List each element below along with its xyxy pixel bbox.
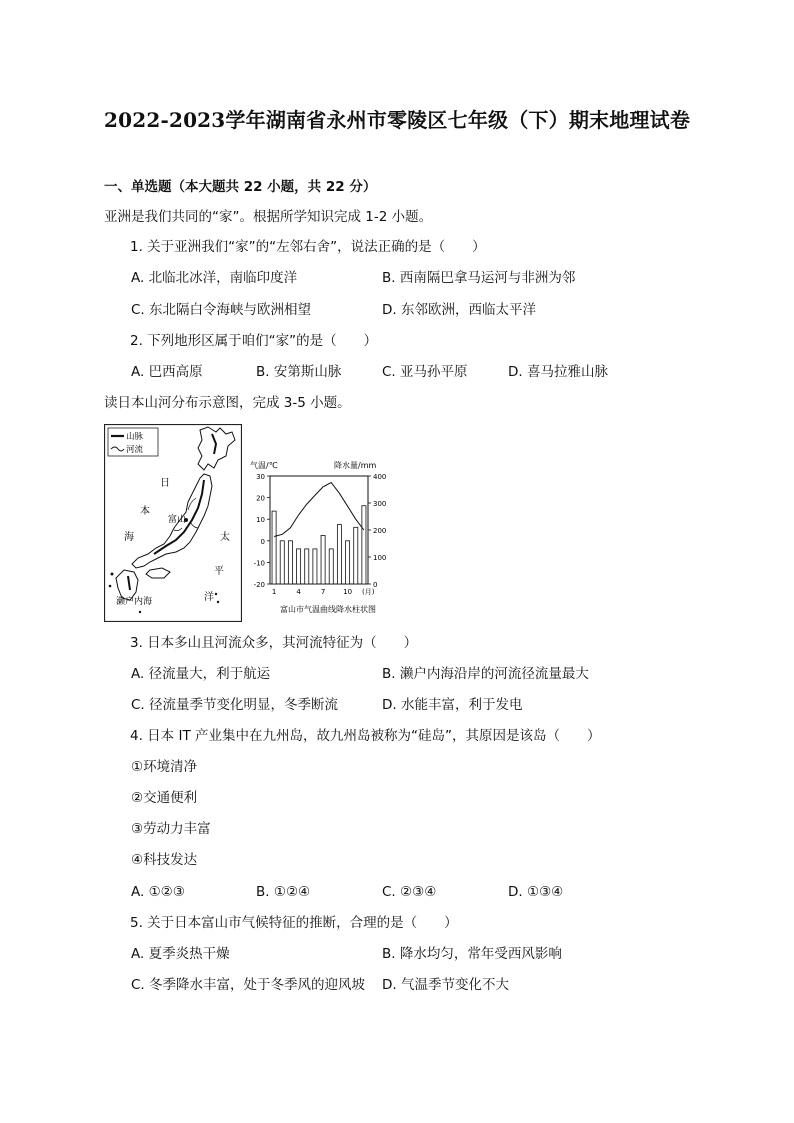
left-tick-label: -20 bbox=[253, 581, 265, 589]
x-unit-label: (月) bbox=[362, 588, 375, 596]
page-title: 2022-2023学年湖南省永州市零陵区七年级（下）期末地理试卷 bbox=[103, 108, 691, 132]
x-tick-label: 10 bbox=[343, 588, 353, 596]
q1-option-d: D. 东邻欧洲，西临太平洋 bbox=[382, 302, 536, 318]
precip-bar bbox=[362, 506, 366, 584]
left-axis-label: 气温/℃ bbox=[250, 461, 278, 470]
label-ri: 日 bbox=[160, 478, 170, 489]
q4-option-a: A. ①②③ bbox=[131, 884, 185, 900]
left-tick-label: -10 bbox=[253, 559, 265, 568]
plot-frame bbox=[270, 476, 368, 584]
chart-caption: 富山市气温曲线降水柱状图 bbox=[280, 605, 376, 614]
q5-option-b: B. 降水均匀，常年受西风影响 bbox=[382, 946, 562, 962]
q1-option-c: C. 东北隔白令海峡与欧洲相望 bbox=[131, 302, 312, 318]
q5-option-a: A. 夏季炎热干燥 bbox=[131, 946, 230, 962]
label-setonaikai: 濑户内海 bbox=[116, 597, 153, 607]
q5-stem: 5. 关于日本富山市气候特征的推断，合理的是（ ） bbox=[130, 915, 458, 931]
right-tick-label: 100 bbox=[373, 554, 386, 562]
intro-1-2: 亚洲是我们共同的“家”。根据所学知识完成 1-2 小题。 bbox=[104, 209, 433, 225]
q4-stem: 4. 日本 IT 产业集中在九州岛，故九州岛被称为“硅岛”，其原因是该岛（ ） bbox=[130, 728, 601, 744]
label-ben: 本 bbox=[140, 506, 150, 517]
island bbox=[109, 585, 112, 588]
climate-chart bbox=[248, 456, 386, 616]
precip-bar bbox=[346, 541, 350, 584]
q2-stem: 2. 下列地形区属于咱们“家”的是（ ） bbox=[130, 333, 378, 349]
x-tick-label: 7 bbox=[320, 588, 326, 596]
precip-bar bbox=[297, 549, 301, 584]
q4-item-4: ④科技发达 bbox=[131, 852, 198, 868]
precip-bar bbox=[272, 511, 276, 584]
island bbox=[139, 611, 141, 613]
q3-option-c: C. 径流量季节变化明显，冬季断流 bbox=[131, 697, 339, 713]
label-ping: 平 bbox=[214, 566, 224, 577]
legend-mountain: 山脉 bbox=[126, 432, 144, 442]
q4-option-d: D. ①③④ bbox=[508, 884, 564, 900]
island bbox=[111, 573, 114, 576]
q1-stem: 1. 关于亚洲我们“家”的“左邻右舍”，说法正确的是（ ） bbox=[130, 239, 486, 255]
right-tick-label: 0 bbox=[373, 581, 378, 589]
precip-bar bbox=[329, 549, 333, 584]
q3-stem: 3. 日本多山且河流众多，其河流特征为（ ） bbox=[130, 635, 418, 651]
q2-option-b: B. 安第斯山脉 bbox=[256, 364, 342, 380]
precip-bar bbox=[354, 527, 358, 584]
label-tai: 太 bbox=[220, 532, 230, 543]
right-tick-label: 400 bbox=[373, 473, 386, 481]
japan-map bbox=[104, 424, 242, 622]
legend-river: 河流 bbox=[126, 445, 144, 455]
precip-bar bbox=[288, 541, 292, 584]
q4-item-1: ①环境清净 bbox=[131, 759, 198, 775]
q1-option-a: A. 北临北冰洋，南临印度洋 bbox=[131, 270, 298, 286]
q4-item-2: ②交通便利 bbox=[131, 790, 198, 806]
q4-option-c: C. ②③④ bbox=[382, 884, 437, 900]
q3-option-d: D. 水能丰富，利于发电 bbox=[382, 697, 523, 713]
island bbox=[215, 593, 217, 595]
q3-option-b: B. 濑户内海沿岸的河流径流量最大 bbox=[382, 666, 589, 682]
left-tick-label: 30 bbox=[256, 473, 265, 481]
precip-bar bbox=[337, 525, 341, 584]
precip-bar bbox=[321, 535, 325, 584]
left-tick-label: 10 bbox=[256, 516, 265, 525]
intro-3-5: 读日本山河分布示意图，完成 3-5 小题。 bbox=[104, 395, 351, 411]
q4-item-3: ③劳动力丰富 bbox=[131, 821, 211, 837]
precip-bar bbox=[313, 549, 317, 584]
q2-option-a: A. 巴西高原 bbox=[131, 364, 203, 380]
q5-option-c: C. 冬季降水丰富，处于冬季风的迎风坡 bbox=[131, 977, 366, 993]
section-heading: 一、单选题（本大题共 22 小题，共 22 分） bbox=[104, 179, 377, 195]
label-hai: 海 bbox=[124, 532, 134, 543]
q4-option-b: B. ①②④ bbox=[256, 884, 311, 900]
right-tick-label: 300 bbox=[373, 500, 386, 508]
q3-option-a: A. 径流量大，利于航运 bbox=[131, 666, 271, 682]
label-toyama: 富山 bbox=[168, 515, 187, 525]
x-tick-label: 4 bbox=[296, 588, 301, 596]
label-yang: 洋 bbox=[204, 592, 214, 603]
right-tick-label: 200 bbox=[373, 527, 386, 535]
q2-option-c: C. 亚马孙平原 bbox=[382, 364, 468, 380]
q2-option-d: D. 喜马拉雅山脉 bbox=[508, 364, 608, 380]
island bbox=[217, 601, 219, 603]
right-axis-label: 降水量/mm bbox=[334, 461, 377, 470]
left-tick-label: 20 bbox=[256, 494, 265, 503]
left-tick-label: 0 bbox=[260, 537, 265, 546]
precip-bar bbox=[280, 541, 284, 584]
q5-option-d: D. 气温季节变化不大 bbox=[382, 977, 509, 993]
q1-option-b: B. 西南隔巴拿马运河与非洲为邻 bbox=[382, 270, 576, 286]
x-tick-label: 1 bbox=[271, 588, 277, 596]
precip-bar bbox=[305, 549, 309, 584]
